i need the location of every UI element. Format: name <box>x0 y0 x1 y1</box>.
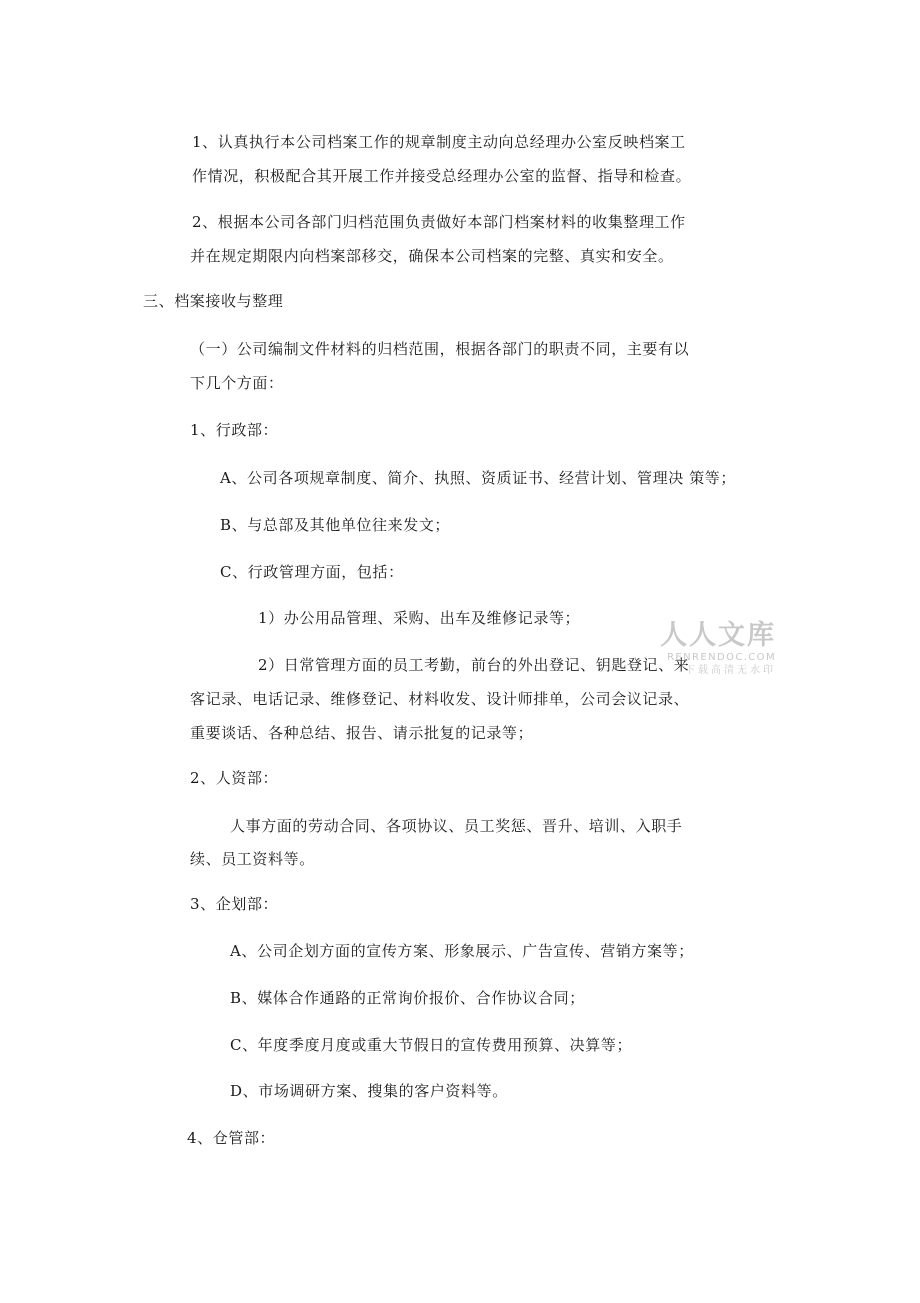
watermark-title: 人人文库 <box>660 620 776 651</box>
admin-item-c-2-line-2: 客记录、电话记录、维修登记、材料收发、设计师排单，公司会议记录、 <box>190 690 690 708</box>
planning-item-b: B、媒体合作通路的正常询价报价、合作协议合同； <box>230 989 585 1007</box>
paragraph-2-line-2: 并在规定期限内向档案部移交，确保本公司档案的完整、真实和安全。 <box>190 247 674 265</box>
admin-item-a: A、公司各项规章制度、简介、执照、资质证书、经营计划、管理决 策等； <box>220 469 737 487</box>
admin-item-c-1: 1）办公用品管理、采购、出车及维修记录等； <box>258 609 581 627</box>
watermark-domain: RENRENDOC.COM <box>667 652 776 663</box>
hr-line-2: 续、员工资料等。 <box>190 850 315 868</box>
admin-item-b: B、与总部及其他单位往来发文； <box>220 516 451 534</box>
warehouse-dept-title: 4、仓管部： <box>187 1129 276 1147</box>
watermark <box>646 620 776 677</box>
admin-item-c-2-line-3: 重要谈话、各种总结、报告、请示批复的记录等； <box>190 724 534 742</box>
planning-dept-title: 3、企划部： <box>190 895 279 913</box>
paragraph-2-line-1: 2、根据本公司各部门归档范围负责做好本部门档案材料的收集整理工作 <box>192 213 686 231</box>
section-heading-3: 三、档案接收与整理 <box>143 292 284 310</box>
paragraph-1-line-2: 作情况，积极配合其开展工作并接受总经理办公室的监督、指导和检查。 <box>192 167 692 185</box>
admin-dept-title: 1、行政部： <box>190 421 279 439</box>
subsection-1-line-2: 下几个方面： <box>190 374 284 392</box>
planning-item-a: A、公司企划方面的宣传方案、形象展示、广告宣传、营销方案等； <box>230 942 694 960</box>
admin-item-c: C、行政管理方面，包括： <box>220 563 404 581</box>
planning-item-c: C、年度季度月度或重大节假日的宣传费用预算、决算等； <box>230 1036 633 1054</box>
paragraph-1-line-1: 1、认真执行本公司档案工作的规章制度主动向总经理办公室反映档案工 <box>192 133 686 151</box>
hr-dept-title: 2、人资部： <box>190 769 279 787</box>
subsection-1-line-1: （一）公司编制文件材料的归档范围，根据各部门的职责不同，主要有以 <box>190 340 690 358</box>
planning-item-d: D、市场调研方案、搜集的客户资料等。 <box>230 1082 508 1100</box>
admin-item-c-2-line-1: 2）日常管理方面的员工考勤，前台的外出登记、钥匙登记、来 <box>258 656 690 674</box>
watermark-slogan: 下载高清无水印 <box>685 665 776 676</box>
hr-line-1: 人事方面的劳动合同、各项协议、员工奖惩、晋升、培训、入职手 <box>230 817 683 835</box>
